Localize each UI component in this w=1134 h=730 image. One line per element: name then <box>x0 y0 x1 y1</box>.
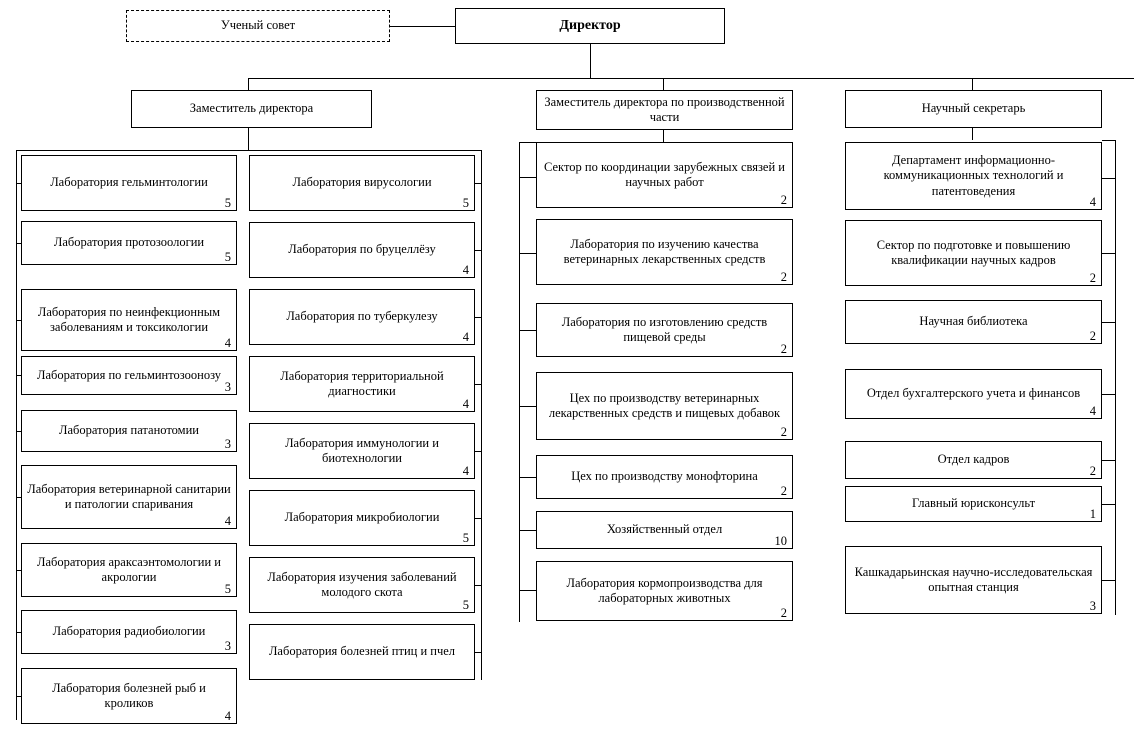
node-c3-1-label: Лаборатория по изучению качества ветеринарных лекарственных средств <box>563 236 766 266</box>
node-c3-0 <box>536 142 793 208</box>
connector-c2-4 <box>475 451 482 452</box>
connector-director-down <box>590 44 591 78</box>
node-council-label: Ученый совет <box>220 18 296 33</box>
node-c1-3-count: 3 <box>224 379 231 394</box>
connector-c2-1 <box>475 250 482 251</box>
node-c2-3 <box>249 356 475 412</box>
node-c4-5 <box>845 486 1102 522</box>
node-c1-1-label: Лаборатория протозоологии <box>53 235 205 250</box>
node-c2-3-count: 4 <box>462 396 469 411</box>
node-c4-1-count: 2 <box>1089 270 1096 285</box>
spine-col-3 <box>519 142 520 622</box>
node-c1-6-count: 5 <box>224 581 231 596</box>
node-c4-3-count: 4 <box>1089 403 1096 418</box>
node-c3-5-label: Хозяйственный отдел <box>606 522 723 537</box>
connector-c3-4 <box>519 477 536 478</box>
connector-c3-6 <box>519 590 536 591</box>
node-c3-0-count: 2 <box>780 192 787 207</box>
node-c2-7-label: Лаборатория болезней птиц и пчел <box>268 644 456 659</box>
connector-c4-0 <box>1102 178 1116 179</box>
node-council <box>126 10 390 42</box>
connector-c3-0 <box>519 177 536 178</box>
node-c4-0-label: Департамент информационно-коммуникационных технологий и патентоведения <box>883 153 1064 198</box>
node-c3-4 <box>536 455 793 499</box>
node-c2-6 <box>249 557 475 613</box>
node-c3-1-count: 2 <box>780 269 787 284</box>
node-c1-4 <box>21 410 237 452</box>
node-head-2 <box>536 90 793 130</box>
node-c1-7 <box>21 610 237 654</box>
connector-c2-0 <box>475 183 482 184</box>
connector-c3-3 <box>519 406 536 407</box>
node-c3-2-count: 2 <box>780 341 787 356</box>
node-c3-0-label: Сектор по координации зарубежных связей и научных работ <box>544 159 785 189</box>
node-c3-3 <box>536 372 793 440</box>
connector-c4-1 <box>1102 253 1116 254</box>
node-c3-6 <box>536 561 793 621</box>
node-head-1-label: Заместитель директора <box>189 101 314 116</box>
node-c1-4-count: 3 <box>224 436 231 451</box>
node-c1-5-label: Лаборатория ветеринарной санитарии и патологии спаривания <box>27 481 231 511</box>
node-c3-4-label: Цех по производству монофторина <box>571 469 758 484</box>
spine-head-3 <box>972 128 973 140</box>
connector-c3-5 <box>519 530 536 531</box>
node-c1-1 <box>21 221 237 265</box>
node-c3-5-count: 10 <box>774 533 787 548</box>
connector-c4-3 <box>1102 394 1116 395</box>
node-c1-5 <box>21 465 237 529</box>
connector-c2-6 <box>475 585 482 586</box>
node-c3-2-label: Лаборатория по изготовлению средств пищевой среды <box>561 314 768 344</box>
node-c4-2-count: 2 <box>1089 328 1096 343</box>
node-c1-7-label: Лаборатория радиобиологии <box>52 624 206 639</box>
node-c3-6-count: 2 <box>780 605 787 620</box>
node-c3-6-label: Лаборатория кормопроизводства для лабораторных животных <box>566 575 763 605</box>
connector-head-3-drop <box>972 78 973 90</box>
node-c1-4-label: Лаборатория патанотомии <box>59 423 199 438</box>
node-c2-2-label: Лаборатория по туберкулезу <box>286 309 438 324</box>
node-c3-1 <box>536 219 793 285</box>
node-c1-3-label: Лаборатория по гельминтозоонозу <box>36 367 222 382</box>
node-c3-4-count: 2 <box>780 483 787 498</box>
node-c1-1-count: 5 <box>224 249 231 264</box>
node-c2-2-count: 4 <box>462 329 469 344</box>
node-c4-6 <box>845 546 1102 614</box>
node-c4-3-label: Отдел бухгалтерского учета и финансов <box>866 386 1081 401</box>
connector-head-2-drop <box>663 78 664 90</box>
spine-col-1 <box>16 150 17 720</box>
node-c3-3-label: Цех по производству ветеринарных лекарственных средств и пищевых добавок <box>548 390 781 420</box>
node-c4-6-label: Кашкадарьинская научно-исследовательская опытная станция <box>854 564 1093 594</box>
node-c2-0-count: 5 <box>462 195 469 210</box>
node-c4-1-label: Сектор по подготовке и повышению квалификации научных кадров <box>876 237 1071 267</box>
node-director-label: Директор <box>559 18 621 34</box>
node-c4-4 <box>845 441 1102 479</box>
connector-c4-2 <box>1102 322 1116 323</box>
connector-c4-6 <box>1102 580 1116 581</box>
node-c4-5-label: Главный юрисконсульт <box>911 496 1036 511</box>
connector-main-bus <box>248 78 1134 79</box>
connector-c4-4 <box>1102 460 1116 461</box>
spine-col-4 <box>1115 140 1116 615</box>
node-c3-3-count: 2 <box>780 424 787 439</box>
node-c1-5-count: 4 <box>224 513 231 528</box>
node-c2-5-count: 5 <box>462 530 469 545</box>
node-c2-7 <box>249 624 475 680</box>
node-director <box>455 8 725 44</box>
node-c2-1-label: Лаборатория по бруцеллёзу <box>288 242 436 257</box>
node-c1-6-label: Лаборатория араксаэнтомологии и акрологии <box>37 554 221 584</box>
node-c1-8-label: Лаборатория болезней рыб и кроликов <box>52 680 206 710</box>
spine-col-2 <box>481 150 482 680</box>
node-c4-5-count: 1 <box>1089 506 1096 521</box>
node-c2-6-label: Лаборатория изучения заболеваний молодого скота <box>267 569 457 599</box>
node-head-3-label: Научный секретарь <box>921 101 1026 116</box>
spine-head-2 <box>663 130 664 142</box>
node-c2-4 <box>249 423 475 479</box>
node-c4-0-count: 4 <box>1089 194 1096 209</box>
connector-c2-7 <box>475 652 482 653</box>
node-c4-6-count: 3 <box>1089 598 1096 613</box>
node-c4-2 <box>845 300 1102 344</box>
node-c1-0 <box>21 155 237 211</box>
node-c1-8 <box>21 668 237 724</box>
connector-c4-5 <box>1102 504 1116 505</box>
node-c3-5 <box>536 511 793 549</box>
node-head-2-label: Заместитель директора по производственной части <box>544 94 785 124</box>
node-c3-2 <box>536 303 793 357</box>
node-c2-5 <box>249 490 475 546</box>
node-c2-0 <box>249 155 475 211</box>
spine-head-1 <box>248 128 249 150</box>
node-c1-0-label: Лаборатория гельминтологии <box>50 175 208 190</box>
node-c1-2-count: 4 <box>224 335 231 350</box>
connector-c2-5 <box>475 518 482 519</box>
node-c2-1-count: 4 <box>462 262 469 277</box>
connector-head-1-drop <box>248 78 249 90</box>
connector-council-director <box>390 26 455 27</box>
node-c4-1 <box>845 220 1102 286</box>
node-c4-4-count: 2 <box>1089 463 1096 478</box>
node-c2-1 <box>249 222 475 278</box>
node-c2-4-label: Лаборатория иммунологии и биотехнологии <box>285 435 439 465</box>
node-c4-4-label: Отдел кадров <box>937 452 1010 467</box>
node-c1-0-count: 5 <box>224 195 231 210</box>
spine-head-3-link <box>1102 140 1116 141</box>
node-head-1 <box>131 90 372 128</box>
connector-c2-3 <box>475 384 482 385</box>
node-c1-2-label: Лаборатория по неинфекционным заболеваниям и токсикологии <box>37 304 221 334</box>
connector-c2-2 <box>475 317 482 318</box>
node-c4-0 <box>845 142 1102 210</box>
node-c2-6-count: 5 <box>462 597 469 612</box>
node-c1-8-count: 4 <box>224 708 231 723</box>
node-c2-2 <box>249 289 475 345</box>
connector-c3-1 <box>519 253 536 254</box>
node-c2-0-label: Лаборатория вирусологии <box>292 175 432 190</box>
node-c2-4-count: 4 <box>462 463 469 478</box>
node-c1-3 <box>21 356 237 395</box>
spine-head-1-bus <box>16 150 481 151</box>
node-c1-6 <box>21 543 237 597</box>
connector-c3-2 <box>519 330 536 331</box>
node-c1-7-count: 3 <box>224 638 231 653</box>
node-c4-2-label: Научная библиотека <box>919 314 1028 329</box>
node-head-3 <box>845 90 1102 128</box>
node-c1-2 <box>21 289 237 351</box>
node-c2-3-label: Лаборатория территориальной диагностики <box>280 368 444 398</box>
node-c4-3 <box>845 369 1102 419</box>
node-c2-5-label: Лаборатория микробиологии <box>284 510 440 525</box>
